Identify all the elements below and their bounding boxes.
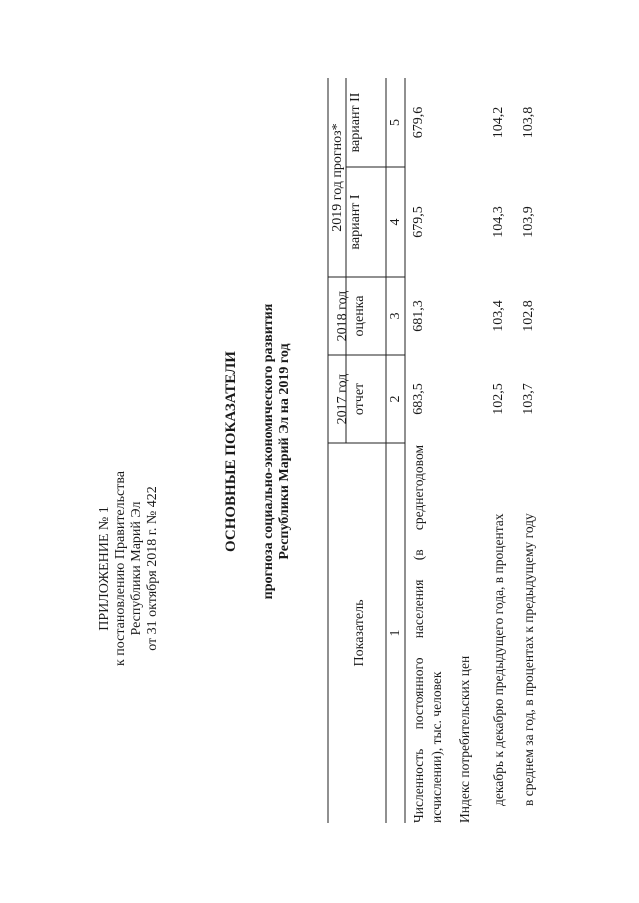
header-variant-2: вариант II xyxy=(348,92,363,153)
row-cpi-avg-2017: 103,7 xyxy=(521,383,536,415)
row-cpi-section-label: Индекс потребительских цен xyxy=(457,655,472,823)
row-cpi-dec-2017: 102,5 xyxy=(491,383,506,415)
header-2017-kind: отчет xyxy=(352,382,367,416)
row-cpi-avg-2019-v1: 103,9 xyxy=(521,206,536,238)
column-number-4: 4 xyxy=(388,218,403,226)
appendix-number: ПРИЛОЖЕНИЕ № 1 xyxy=(97,506,112,631)
row-population-2019-v1: 679,5 xyxy=(411,206,426,238)
row-population-2019-v2: 679,6 xyxy=(411,106,426,139)
header-indicator: Показатель xyxy=(352,599,367,667)
row-cpi-dec-2019-v1: 104,3 xyxy=(491,206,506,238)
row-population-label-line2: исчислении), тыс. человек xyxy=(429,671,444,823)
row-cpi-avg-2018: 102,8 xyxy=(521,300,536,332)
header-2019-forecast: 2019 год прогноз* xyxy=(330,123,345,232)
row-cpi-avg-2019-v2: 103,8 xyxy=(521,106,536,139)
appendix-republic: Республики Марий Эл xyxy=(129,501,144,636)
row-population-label-line1: Численность постоянного населения (в среднегодовом xyxy=(411,445,426,823)
header-2018-kind: оценка xyxy=(352,295,367,337)
row-population-2018: 681,3 xyxy=(411,300,426,332)
header-variant-1: вариант I xyxy=(348,194,363,250)
row-cpi-avg-label: в среднем за год, в процентах к предыдущему году xyxy=(521,513,536,806)
row-population-2017: 683,5 xyxy=(411,383,426,415)
appendix-reference: к постановлению Правительства xyxy=(113,471,128,667)
row-cpi-dec-2018: 103,4 xyxy=(491,300,506,332)
appendix-block xyxy=(97,471,161,666)
column-number-5: 5 xyxy=(388,119,403,126)
row-cpi-dec-label: декабрь к декабрю предыдущего года, в процентах xyxy=(491,513,506,806)
appendix-date: от 31 октября 2018 г. № 422 xyxy=(145,486,160,651)
column-number-2: 2 xyxy=(388,395,403,403)
row-cpi-dec-2019-v2: 104,2 xyxy=(491,106,506,139)
document-subtitle: прогноза социально-экономического развития xyxy=(261,303,276,600)
column-number-1: 1 xyxy=(388,629,403,637)
document-subtitle-region: Республики Марий Эл на 2019 год xyxy=(277,343,292,560)
document-title: ОСНОВНЫЕ ПОКАЗАТЕЛИ xyxy=(223,351,239,552)
column-number-3: 3 xyxy=(388,312,403,320)
header-2018-year: 2018 год xyxy=(335,290,350,342)
header-2017-year: 2017 год xyxy=(335,373,350,425)
